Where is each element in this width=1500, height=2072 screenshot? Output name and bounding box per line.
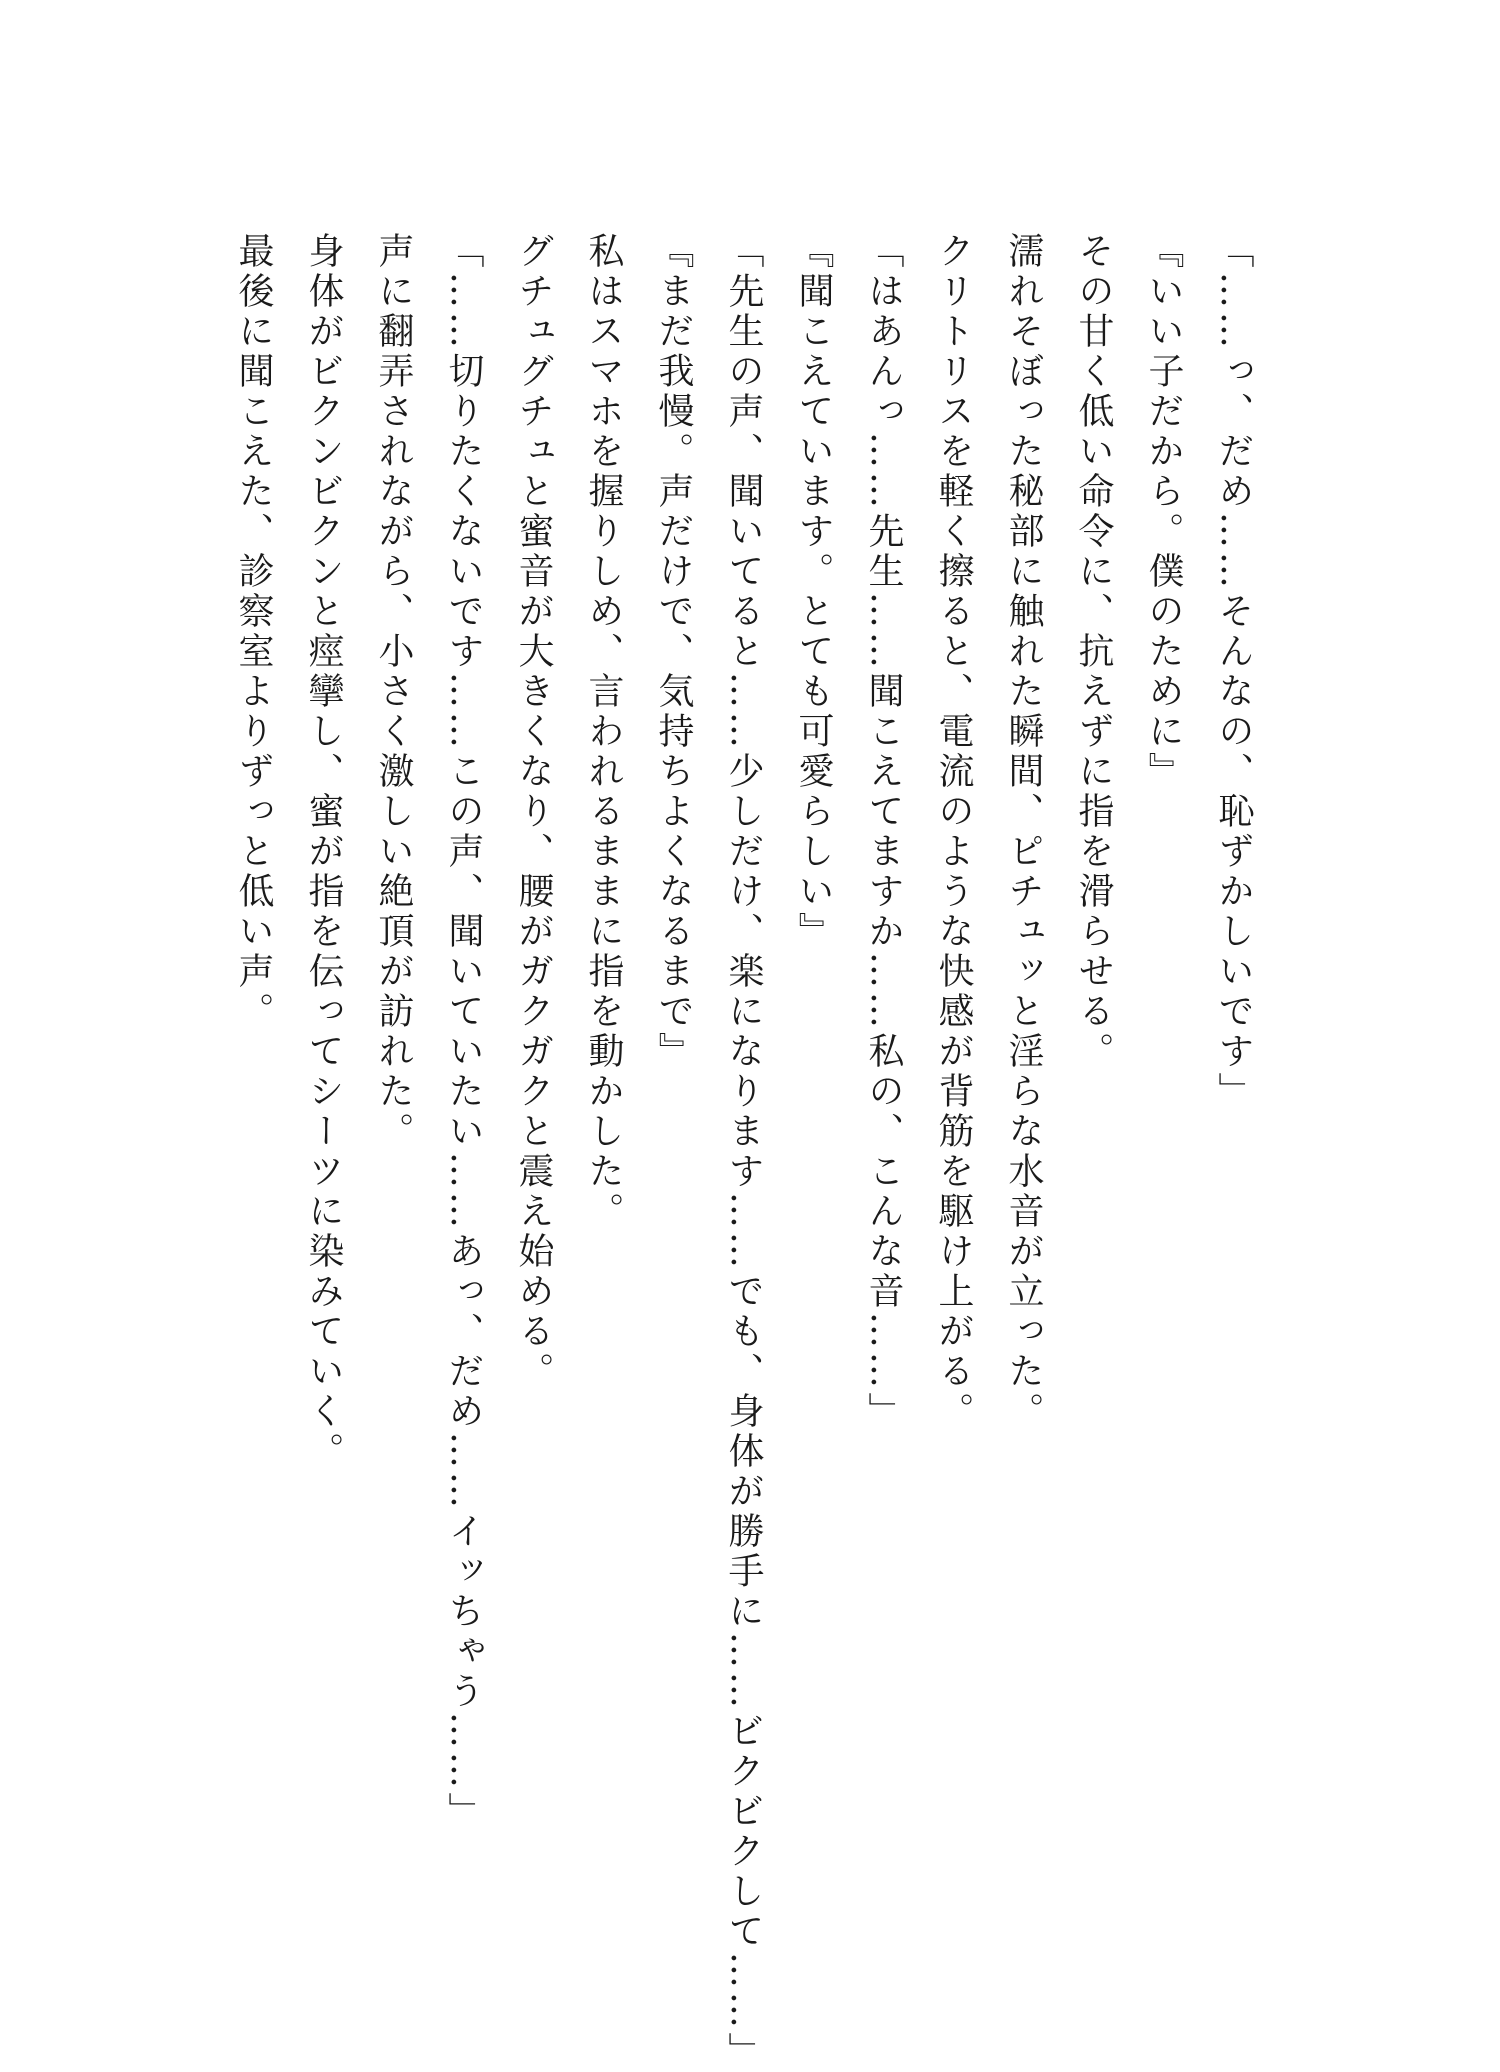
text-line: 「先生の声、聞いてると……少しだけ、楽になります……でも、身体が勝手に……ビクビクして……」: [723, 232, 764, 2072]
text-line: 「……切りたくないです……この声、聞いていたい……あっ、だめ……イッちゃう……」: [443, 232, 484, 1832]
vertical-text-body: [218, 232, 1268, 2072]
text-line: 「……っ、だめ……そんなの、恥ずかしいです」: [1213, 232, 1254, 1112]
text-line: 身体がビクンビクンと痙攣し、蜜が指を伝ってシーツに染みていく。: [303, 232, 344, 1472]
text-line: 濡れそぼった秘部に触れた瞬間、ピチュッと淫らな水音が立った。: [1003, 232, 1044, 1432]
text-line: 私はスマホを握りしめ、言われるままに指を動かした。: [583, 232, 624, 1232]
text-line: その甘く低い命令に、抗えずに指を滑らせる。: [1073, 232, 1114, 1072]
text-line: 『聞こえています。とても可愛らしい』: [793, 232, 834, 952]
text-line: 『いい子だから。僕のために』: [1143, 232, 1184, 792]
text-line: 「はあんっ……先生……聞こえてますか……私の、こんな音……」: [863, 232, 904, 1432]
text-line: 『まだ我慢。声だけで、気持ちよくなるまで』: [653, 232, 694, 1072]
text-line: グチュグチュと蜜音が大きくなり、腰がガクガクと震え始める。: [513, 232, 554, 1392]
text-line: 声に翻弄されながら、小さく激しい絶頂が訪れた。: [373, 232, 414, 1152]
text-line: 最後に聞こえた、診察室よりずっと低い声。: [233, 232, 274, 1032]
text-line: クリトリスを軽く擦ると、電流のような快感が背筋を駆け上がる。: [933, 232, 974, 1432]
